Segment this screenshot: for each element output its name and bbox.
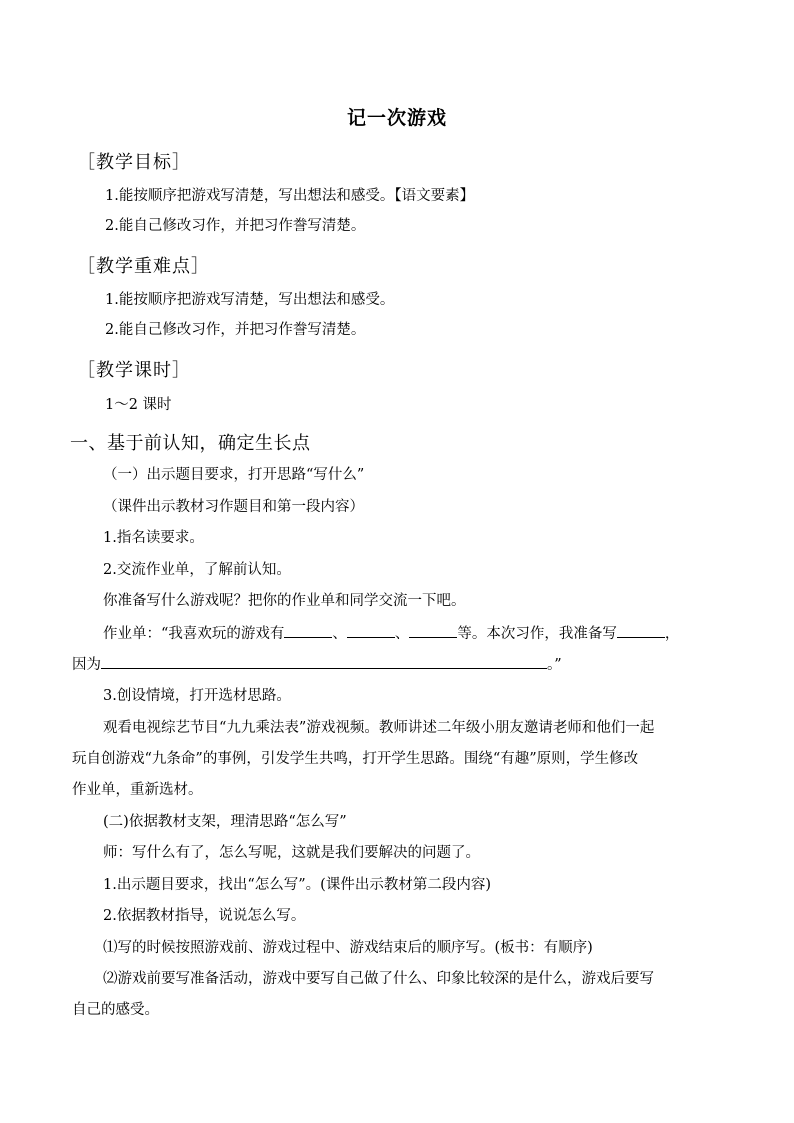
part1-step3: 3.创设情境，打开选材思路。 bbox=[103, 688, 291, 704]
part1-p1: ⑴写的时候按照游戏前、游戏过程中、游戏结束后的顺序写。(板书：有顺序) bbox=[103, 940, 593, 956]
part1-sub2: (二)依据教材支架，理清思路“怎么写” bbox=[103, 814, 347, 830]
worksheet-sep-2: 、 bbox=[394, 626, 410, 642]
objective-item-1: 1.能按顺序把游戏写清楚，写出想法和感受。【语文要素】 bbox=[105, 188, 475, 204]
key-point-item-2: 2.能自己修改习作，并把习作誊写清楚。 bbox=[105, 322, 366, 338]
part1-p2-line-1: ⑵游戏前要写准备活动，游戏中要写自己做了什么、印象比较深的是什么，游戏后要写 bbox=[103, 971, 654, 987]
para-line-3: 作业单，重新选材。 bbox=[72, 782, 203, 798]
blank-game-2[interactable] bbox=[347, 623, 395, 638]
worksheet-line-2 bbox=[0, 654, 794, 675]
part1-sub1: （一）出示题目要求，打开思路“写什么” bbox=[103, 467, 365, 483]
worksheet-end-1: ， bbox=[664, 626, 680, 642]
worksheet-mid: 等。本次习作，我准备写 bbox=[457, 626, 617, 642]
para-line-2: 玩自创游戏“九条命”的事例，引发学生共鸣，打开学生思路。围绕“有趣”原则，学生修改 bbox=[72, 751, 639, 767]
objective-item-2: 2.能自己修改习作，并把习作誊写清楚。 bbox=[105, 218, 366, 234]
part1-teacher: 师：写什么有了，怎么写呢，这就是我们要解决的问题了。 bbox=[103, 845, 480, 861]
part1-step1: 1.指名读要求。 bbox=[103, 530, 204, 546]
key-point-item-1: 1.能按顺序把游戏写清楚，写出想法和感受。 bbox=[105, 292, 395, 308]
part1-heading: 一、基于前认知，确定生长点 bbox=[70, 433, 311, 454]
worksheet-end-2: 。” bbox=[547, 657, 562, 673]
worksheet-because: 因为 bbox=[72, 657, 101, 673]
blank-game-3[interactable] bbox=[409, 623, 457, 638]
blank-game-1[interactable] bbox=[284, 623, 332, 638]
para-line-1: 观看电视综艺节目“九九乘法表”游戏视频。教师讲述二年级小朋友邀请老师和他们一起 bbox=[103, 720, 655, 736]
part1-s1: 1.出示题目要求，找出“怎么写”。(课件出示教材第二段内容) bbox=[103, 877, 491, 893]
part1-p2-line-2: 自己的感受。 bbox=[72, 1002, 159, 1018]
worksheet-sep-1: 、 bbox=[332, 626, 347, 642]
worksheet-line-1 bbox=[0, 623, 794, 644]
blank-reason[interactable] bbox=[101, 654, 547, 669]
heading-key-points: ［教学重难点］ bbox=[77, 256, 210, 277]
document-title: 记一次游戏 bbox=[346, 107, 447, 129]
part1-note1: （课件出示教材习作题目和第一段内容） bbox=[103, 499, 364, 515]
periods-text: 1～2 课时 bbox=[105, 397, 172, 413]
part1-step2: 2.交流作业单，了解前认知。 bbox=[103, 562, 291, 578]
heading-objectives: ［教学目标］ bbox=[77, 152, 191, 173]
part1-s2: 2.依据教材指导，说说怎么写。 bbox=[103, 908, 306, 924]
blank-chosen-game[interactable] bbox=[617, 623, 665, 638]
worksheet-prefix: 作业单：“我喜欢玩的游戏有 bbox=[103, 626, 285, 642]
part1-prompt: 你准备写什么游戏呢？把你的作业单和同学交流一下吧。 bbox=[103, 593, 466, 609]
heading-periods: ［教学课时］ bbox=[77, 360, 191, 381]
